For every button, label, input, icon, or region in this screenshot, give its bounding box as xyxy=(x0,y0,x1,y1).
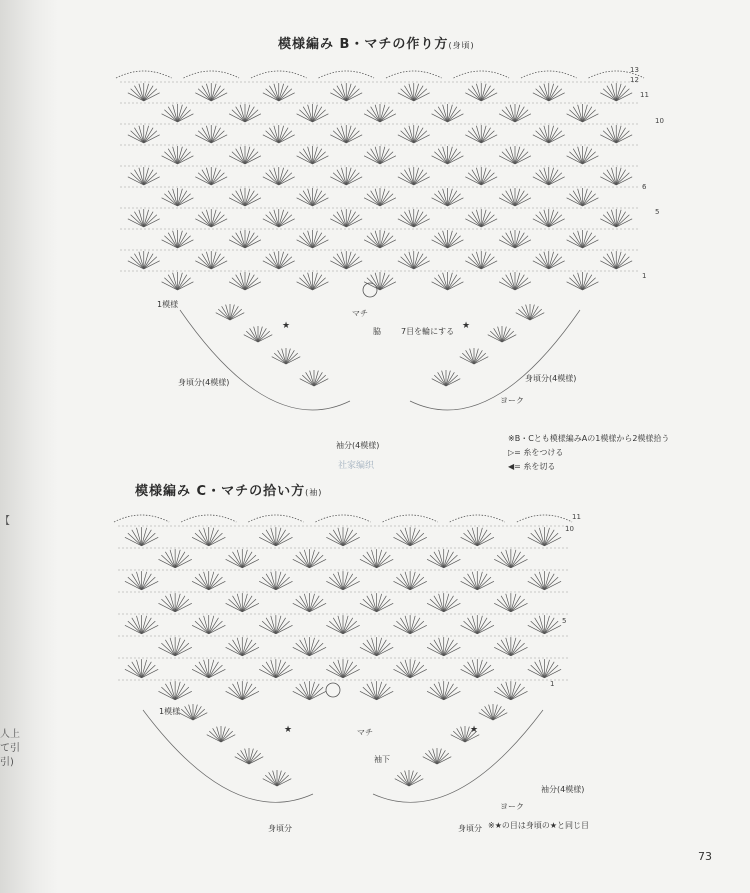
stitch-fan xyxy=(567,230,599,248)
label-one-repeat-b: 1模様 xyxy=(157,300,179,309)
stitch-fan xyxy=(125,659,158,678)
stitch-fan xyxy=(465,251,497,269)
stitch-fan xyxy=(263,770,292,786)
stitch-fan xyxy=(528,615,561,634)
row-number-10-c: 10 xyxy=(565,525,574,533)
row-number-1-c: 1 xyxy=(550,680,555,688)
side-text-2: 人上 xyxy=(0,729,20,740)
stitch-fan xyxy=(364,272,396,290)
stitch-fan xyxy=(499,272,531,290)
stitch-fan xyxy=(297,104,329,122)
stitch-fan xyxy=(192,659,225,678)
stitch-fan xyxy=(432,104,464,122)
stitch-fan xyxy=(533,209,565,227)
stitch-fan xyxy=(128,209,160,227)
stitch-fan xyxy=(162,230,194,248)
stitch-fan xyxy=(226,681,259,700)
stitch-fan xyxy=(499,230,531,248)
stitch-fan xyxy=(432,272,464,290)
row-number-11-c: 11 xyxy=(572,513,581,521)
stitch-fan xyxy=(461,659,494,678)
diagram-c-title xyxy=(135,480,322,499)
stitch-fan xyxy=(158,549,191,568)
gusset-right-outline xyxy=(410,310,580,410)
label-gusset-b: マチ xyxy=(352,309,368,318)
stitch-fan xyxy=(533,125,565,143)
picot-edge xyxy=(184,71,240,78)
stitch-fan xyxy=(192,571,225,590)
stitch-fan xyxy=(216,304,245,320)
stitch-fan xyxy=(263,83,295,101)
stitch-fan xyxy=(229,272,261,290)
stitch-fan xyxy=(567,272,599,290)
stitch-fan xyxy=(364,230,396,248)
star-mark: ★ xyxy=(462,321,471,331)
star-mark: ★ xyxy=(284,725,293,735)
picot-edge xyxy=(248,515,303,522)
picot-edge xyxy=(521,71,577,78)
diagram-b-title xyxy=(278,33,475,52)
gusset-right-outline xyxy=(373,710,543,802)
picot-edge xyxy=(319,71,375,78)
stitch-fan xyxy=(244,326,273,342)
diagram-c-title-note: (袖) xyxy=(305,488,323,497)
stitch-fan xyxy=(179,704,208,720)
picot-edge xyxy=(517,515,572,522)
stitch-fan xyxy=(533,167,565,185)
stitch-fan xyxy=(427,681,460,700)
stitch-fan xyxy=(330,125,362,143)
stitch-fan xyxy=(423,748,452,764)
stitch-fan xyxy=(528,571,561,590)
picot-edge xyxy=(114,515,169,522)
stitch-fan xyxy=(465,125,497,143)
note-attach-yarn-text: = 糸をつける xyxy=(514,448,564,457)
star-mark: ★ xyxy=(470,725,479,735)
stitch-fan xyxy=(192,615,225,634)
note-attach-yarn xyxy=(508,447,563,458)
row-number-6: 6 xyxy=(642,183,647,191)
stitch-fan xyxy=(600,125,632,143)
stitch-fan xyxy=(192,527,225,546)
stitch-fan xyxy=(162,146,194,164)
stitch-fan xyxy=(195,125,227,143)
picot-edge xyxy=(181,515,236,522)
stitch-fan xyxy=(567,146,599,164)
label-yoke-b: ヨーク xyxy=(500,396,524,405)
stitch-fan xyxy=(567,188,599,206)
stitch-fan xyxy=(330,83,362,101)
gusset-left-outline xyxy=(180,310,350,410)
stitch-fan xyxy=(125,527,158,546)
label-one-repeat-c: 1模様 xyxy=(159,707,181,716)
attach-yarn-icon: ▷ xyxy=(508,448,515,457)
stitch-fan xyxy=(393,571,426,590)
stitch-fan xyxy=(364,104,396,122)
gusset-left-outline xyxy=(143,710,313,802)
stitch-fan xyxy=(393,659,426,678)
label-body-right-b: 身頃分(4模様) xyxy=(525,374,577,383)
label-underarm: 袖下 xyxy=(374,755,390,764)
stitch-fan xyxy=(272,348,301,364)
stitch-fan xyxy=(360,593,393,612)
row-number-1: 1 xyxy=(642,272,647,280)
stitch-fan xyxy=(229,146,261,164)
note-cut-yarn xyxy=(508,461,555,472)
stitch-fan xyxy=(600,251,632,269)
stitch-fan xyxy=(326,659,359,678)
page-number: 73 xyxy=(698,850,712,863)
label-body-right-c: 身頃分 xyxy=(458,824,482,833)
diagram-b-title-note: (身頃) xyxy=(448,41,475,50)
picot-edge xyxy=(450,515,505,522)
stitch-fan xyxy=(465,167,497,185)
stitch-fan xyxy=(235,748,264,764)
ring-circle xyxy=(326,683,340,697)
diagram-b-title-text: 模様編み B・マチの作り方 xyxy=(278,37,449,52)
stitch-fan xyxy=(297,272,329,290)
stitch-fan xyxy=(195,209,227,227)
stitch-fan xyxy=(158,681,191,700)
stitch-fan xyxy=(479,704,508,720)
stitch-fan xyxy=(300,370,329,386)
stitch-fan xyxy=(259,659,292,678)
stitch-fan xyxy=(326,527,359,546)
stitch-fan xyxy=(125,615,158,634)
stitch-fan xyxy=(263,167,295,185)
row-number-11: 11 xyxy=(640,91,649,99)
row-number-12: 12 xyxy=(630,76,639,84)
stitch-fan xyxy=(461,527,494,546)
label-sleeve-b: 袖分(4模様) xyxy=(336,441,380,450)
stitch-fan xyxy=(259,527,292,546)
stitch-fan xyxy=(533,251,565,269)
label-side: 脇 xyxy=(373,327,381,336)
stitch-fan xyxy=(516,304,545,320)
note-pick-up: ※B・Cとも模様編みAの1模様から2模様拾う xyxy=(508,434,670,443)
stitch-fan xyxy=(326,571,359,590)
stitch-fan xyxy=(427,637,460,656)
stitch-fan xyxy=(393,615,426,634)
stitch-fan xyxy=(494,637,527,656)
stitch-fan xyxy=(461,615,494,634)
label-sleeve-c: 袖分(4模様) xyxy=(541,785,585,794)
side-text-3: て引 xyxy=(0,743,20,754)
stitch-fan xyxy=(398,167,430,185)
stitch-fan xyxy=(297,230,329,248)
stitch-fan xyxy=(226,593,259,612)
stitch-fan xyxy=(158,637,191,656)
stitch-fan xyxy=(293,637,326,656)
stitch-fan xyxy=(600,167,632,185)
stitch-fan xyxy=(125,571,158,590)
picot-edge xyxy=(386,71,442,78)
picot-edge xyxy=(315,515,370,522)
stitch-fan xyxy=(297,146,329,164)
stitch-fan xyxy=(432,146,464,164)
diagram-c-title-text: 模様編み C・マチの拾い方 xyxy=(135,484,306,499)
stitch-fan xyxy=(360,549,393,568)
label-gusset-c: マチ xyxy=(357,728,373,737)
stitch-fan xyxy=(528,527,561,546)
stitch-fan xyxy=(398,209,430,227)
picot-edge xyxy=(383,515,438,522)
stitch-fan xyxy=(528,659,561,678)
stitch-fan xyxy=(600,209,632,227)
row-number-5-c: 5 xyxy=(562,617,567,625)
watermark: 社家编织 xyxy=(338,461,375,471)
stitch-fan xyxy=(395,770,424,786)
stitch-fan xyxy=(293,593,326,612)
stitch-fan xyxy=(398,251,430,269)
stitch-fan xyxy=(488,326,517,342)
label-ring: 7目を輪にする xyxy=(401,327,455,336)
stitch-fan xyxy=(465,83,497,101)
stitch-fan xyxy=(398,125,430,143)
stitch-fan xyxy=(398,83,430,101)
stitch-fan xyxy=(162,104,194,122)
label-body-left-c: 身頃分 xyxy=(268,824,292,833)
picot-edge xyxy=(116,71,172,78)
label-body-left-b: 身頃分(4模様) xyxy=(178,378,230,387)
cut-yarn-icon: ◀ xyxy=(508,462,515,471)
stitch-fan xyxy=(364,146,396,164)
stitch-fan xyxy=(229,230,261,248)
stitch-fan xyxy=(128,251,160,269)
note-cut-yarn-text: = 糸を切る xyxy=(514,462,556,471)
stitch-fan xyxy=(195,167,227,185)
stitch-fan xyxy=(195,251,227,269)
stitch-fan xyxy=(330,167,362,185)
stitch-fan xyxy=(494,549,527,568)
stitch-fan xyxy=(499,146,531,164)
stitch-fan xyxy=(465,209,497,227)
star-mark: ★ xyxy=(282,321,291,331)
stitch-fan xyxy=(494,681,527,700)
stitch-fan xyxy=(432,370,461,386)
crochet-chart-c xyxy=(108,500,578,850)
stitch-fan xyxy=(259,571,292,590)
stitch-fan xyxy=(259,615,292,634)
row-number-5: 5 xyxy=(655,208,660,216)
stitch-fan xyxy=(499,104,531,122)
stitch-fan xyxy=(364,188,396,206)
stitch-fan xyxy=(128,83,160,101)
stitch-fan xyxy=(427,593,460,612)
stitch-fan xyxy=(330,209,362,227)
stitch-fan xyxy=(162,272,194,290)
stitch-fan xyxy=(293,549,326,568)
stitch-fan xyxy=(432,188,464,206)
stitch-fan xyxy=(460,348,489,364)
crochet-chart-b xyxy=(110,60,650,450)
stitch-fan xyxy=(499,188,531,206)
picot-edge xyxy=(454,71,510,78)
row-number-10: 10 xyxy=(655,117,664,125)
picot-edge xyxy=(251,71,307,78)
stitch-fan xyxy=(360,681,393,700)
stitch-fan xyxy=(326,615,359,634)
stitch-fan xyxy=(226,637,259,656)
side-text-1: 【 xyxy=(0,516,10,527)
stitch-fan xyxy=(427,549,460,568)
stitch-fan xyxy=(494,593,527,612)
stitch-fan xyxy=(207,726,236,742)
stitch-fan xyxy=(293,681,326,700)
stitch-fan xyxy=(229,104,261,122)
stitch-fan xyxy=(263,209,295,227)
label-yoke-c: ヨーク xyxy=(500,802,524,811)
stitch-fan xyxy=(393,527,426,546)
stitch-fan xyxy=(158,593,191,612)
side-text-4: 引) xyxy=(0,757,14,768)
stitch-fan xyxy=(432,230,464,248)
row-number-13: 13 xyxy=(630,66,639,74)
stitch-fan xyxy=(226,549,259,568)
stitch-fan xyxy=(567,104,599,122)
note-star: ※★の目は身頃の★と同じ目 xyxy=(488,821,590,830)
stitch-fan xyxy=(330,251,362,269)
stitch-fan xyxy=(128,167,160,185)
stitch-fan xyxy=(600,83,632,101)
stitch-fan xyxy=(461,571,494,590)
stitch-fan xyxy=(533,83,565,101)
stitch-fan xyxy=(229,188,261,206)
stitch-fan xyxy=(263,251,295,269)
stitch-fan xyxy=(360,637,393,656)
stitch-fan xyxy=(162,188,194,206)
stitch-fan xyxy=(128,125,160,143)
stitch-fan xyxy=(263,125,295,143)
stitch-fan xyxy=(195,83,227,101)
stitch-fan xyxy=(297,188,329,206)
